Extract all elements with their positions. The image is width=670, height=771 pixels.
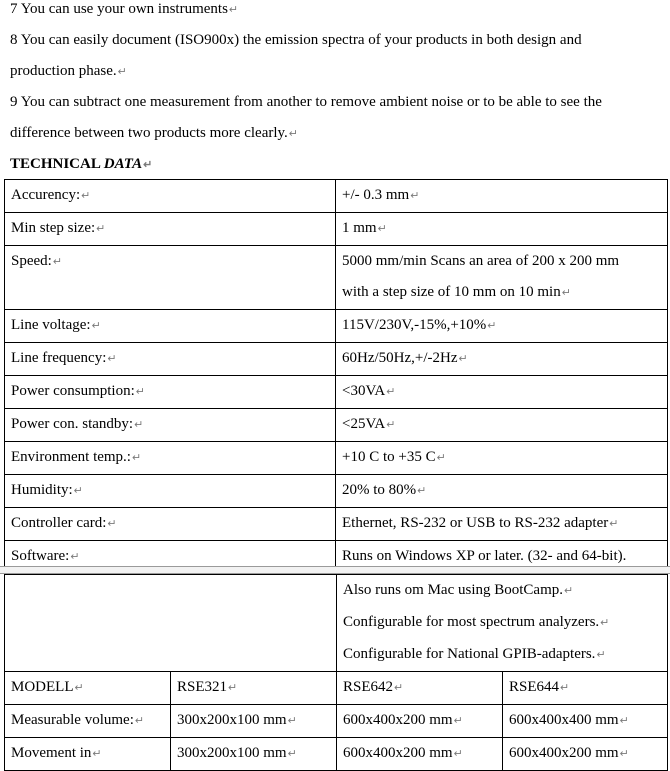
spec-value-cell xyxy=(336,343,668,376)
paragraph-mark: ↵ xyxy=(600,617,610,629)
paragraph-mark: ↵ xyxy=(91,320,101,332)
paragraph-mark: ↵ xyxy=(436,452,446,464)
paragraph-mark: ↵ xyxy=(52,256,63,268)
spec-value: Runs on Windows XP or later. (32- and 64-bit). xyxy=(342,548,627,564)
spec-value: 20% to 80% xyxy=(342,482,417,498)
model-row xyxy=(5,738,668,771)
technical-data-table xyxy=(4,179,668,574)
model-cell xyxy=(337,705,503,738)
paragraph-item-7: 7 You can use your own instruments↵ xyxy=(10,1,239,17)
spec-label-cell xyxy=(5,409,336,442)
paragraph-mark: ↵ xyxy=(70,551,80,563)
paragraph-mark: ↵ xyxy=(107,353,117,365)
continued-text: Configurable for most spectrum analyzers. xyxy=(343,614,600,630)
paragraph-mark: ↵ xyxy=(564,585,574,597)
spec-value: with a step size of 10 mm on 10 min xyxy=(342,284,561,300)
spec-label-cell xyxy=(5,213,336,246)
paragraph-mark: ↵ xyxy=(560,682,570,694)
spec-label-cell xyxy=(5,180,336,213)
model-cell xyxy=(5,738,171,771)
spec-value: 1 mm xyxy=(342,220,377,236)
spec-label: Line frequency: xyxy=(11,350,107,366)
spec-label: Software: xyxy=(11,548,70,564)
spec-value-line xyxy=(342,343,661,375)
spec-value-line xyxy=(342,475,661,507)
paragraph-mark: ↵ xyxy=(134,715,145,727)
model-header-cell-text: RSE644 xyxy=(509,679,560,695)
spec-label: Line voltage: xyxy=(11,317,91,333)
paragraph-mark: ↵ xyxy=(386,386,396,398)
model-header-cell-text: RSE321 xyxy=(177,679,228,695)
spec-value: <25VA xyxy=(342,416,386,432)
model-header-cell xyxy=(337,672,503,705)
spec-label-cell xyxy=(5,442,336,475)
continued-row xyxy=(5,575,668,672)
spec-value-cell xyxy=(336,376,668,409)
paragraph-item-9: 9 You can subtract one measurement from another to remove ambient noise or to be able to see the xyxy=(10,94,602,110)
paragraph-mark: ↵ xyxy=(74,682,84,694)
paragraph-mark: ↵ xyxy=(417,485,427,497)
paragraph-mark: ↵ xyxy=(81,190,91,202)
model-header-cell xyxy=(5,672,171,705)
model-cell-text: Movement in xyxy=(11,745,92,761)
paragraph-mark: ↵ xyxy=(96,223,106,235)
paragraph-mark: ↵ xyxy=(131,452,142,464)
spec-value: +/- 0.3 mm xyxy=(342,187,410,203)
continued-text: Configurable for National GPIB-adapters. xyxy=(343,646,596,662)
model-header-cell-text: RSE642 xyxy=(343,679,394,695)
spec-label-cell xyxy=(5,508,336,541)
continued-line xyxy=(343,639,661,671)
spec-label: Accurency: xyxy=(11,187,81,203)
spec-label: Min step size: xyxy=(11,220,96,236)
spec-value-line xyxy=(342,246,661,277)
spec-value-cell xyxy=(336,246,668,310)
model-cell xyxy=(337,738,503,771)
spec-label: Power con. standby: xyxy=(11,416,134,432)
paragraph-mark: ↵ xyxy=(107,518,117,530)
spec-row xyxy=(5,409,668,442)
page-break-separator xyxy=(0,566,670,574)
paragraph-mark: ↵ xyxy=(453,715,463,727)
spec-label-cell xyxy=(5,246,336,310)
paragraph-mark: ↵ xyxy=(287,748,297,760)
spec-row xyxy=(5,180,668,213)
section-heading: TECHNICAL DATA↵ xyxy=(10,156,153,172)
continued-line xyxy=(343,607,661,639)
spec-value-line xyxy=(342,376,661,408)
model-header-row xyxy=(5,672,668,705)
software-continued-cell xyxy=(337,575,668,672)
spec-label: Power consumption: xyxy=(11,383,135,399)
spec-value-cell xyxy=(336,475,668,508)
spec-label-cell xyxy=(5,343,336,376)
continued-text: Also runs om Mac using BootCamp. xyxy=(343,582,563,598)
empty-cell xyxy=(5,575,337,672)
model-header-cell xyxy=(171,672,337,705)
paragraph-mark: ↵ xyxy=(596,649,606,661)
spec-label: Controller card: xyxy=(11,515,107,531)
spec-value: +10 C to +35 C xyxy=(342,449,436,465)
paragraph-mark: ↵ xyxy=(134,419,144,431)
model-cell-text: 600x400x200 mm xyxy=(509,745,619,761)
paragraph-item-8-cont: production phase.↵ xyxy=(10,63,127,79)
paragraph-mark: ↵ xyxy=(458,353,468,365)
spec-row xyxy=(5,213,668,246)
model-cell xyxy=(5,705,171,738)
spec-row xyxy=(5,376,668,409)
spec-value-line xyxy=(342,508,661,540)
spec-label: Environment temp.: xyxy=(11,449,131,465)
paragraph-mark: ↵ xyxy=(410,190,420,202)
spec-label-cell xyxy=(5,310,336,343)
model-cell-text: 600x400x200 mm xyxy=(343,712,453,728)
spec-value-cell xyxy=(336,442,668,475)
paragraph-item-8: 8 You can easily document (ISO900x) the emission spectra of your products in both design and xyxy=(10,32,582,48)
spec-label-cell xyxy=(5,376,336,409)
paragraph-mark: ↵ xyxy=(453,748,463,760)
spec-label-cell xyxy=(5,475,336,508)
model-cell-text: Measurable volume: xyxy=(11,712,134,728)
paragraph-mark: ↵ xyxy=(561,287,571,299)
spec-value: 115V/230V,-15%,+10% xyxy=(342,317,487,333)
spec-value-line xyxy=(342,310,661,342)
model-table xyxy=(4,574,668,771)
continued-line xyxy=(343,575,661,607)
paragraph-mark: ↵ xyxy=(487,320,497,332)
paragraph-item-9-cont: difference between two products more clearly.↵ xyxy=(10,125,299,141)
spec-value-cell xyxy=(336,508,668,541)
model-cell-text: 300x200x100 mm xyxy=(177,745,287,761)
spec-row xyxy=(5,310,668,343)
spec-value-cell xyxy=(336,409,668,442)
spec-value-line xyxy=(342,277,661,309)
model-row xyxy=(5,705,668,738)
model-cell-text: 600x400x200 mm xyxy=(343,745,453,761)
paragraph-mark: ↵ xyxy=(377,223,387,235)
paragraph-mark: ↵ xyxy=(73,485,83,497)
spec-value-cell xyxy=(336,310,668,343)
paragraph-mark: ↵ xyxy=(619,748,629,760)
spec-row xyxy=(5,343,668,376)
spec-value-line xyxy=(342,213,661,245)
spec-value-line xyxy=(342,409,661,441)
paragraph-mark: ↵ xyxy=(287,715,297,727)
spec-value: 5000 mm/min Scans an area of 200 x 200 mm xyxy=(342,253,620,269)
spec-value: Ethernet, RS-232 or USB to RS-232 adapter xyxy=(342,515,609,531)
paragraph-mark: ↵ xyxy=(228,682,238,694)
spec-value-cell xyxy=(336,213,668,246)
paragraph-mark: ↵ xyxy=(386,419,396,431)
model-cell xyxy=(503,705,668,738)
spec-row xyxy=(5,246,668,310)
spec-value: 60Hz/50Hz,+/-2Hz xyxy=(342,350,458,366)
model-cell-text: 300x200x100 mm xyxy=(177,712,287,728)
spec-value-line xyxy=(342,442,661,474)
paragraph-mark: ↵ xyxy=(609,518,619,530)
model-header-cell-text: MODELL xyxy=(11,679,74,695)
spec-label: Speed: xyxy=(11,253,52,269)
paragraph-mark: ↵ xyxy=(394,682,404,694)
spec-value-line xyxy=(342,180,661,212)
spec-row xyxy=(5,442,668,475)
paragraph-mark: ↵ xyxy=(619,715,629,727)
spec-row xyxy=(5,475,668,508)
spec-value-cell xyxy=(336,180,668,213)
paragraph-mark: ↵ xyxy=(92,748,102,760)
spec-label: Humidity: xyxy=(11,482,73,498)
model-header-cell xyxy=(503,672,668,705)
paragraph-mark: ↵ xyxy=(135,386,145,398)
model-cell xyxy=(171,738,337,771)
model-cell-text: 600x400x400 mm xyxy=(509,712,619,728)
model-cell xyxy=(171,705,337,738)
model-cell xyxy=(503,738,668,771)
spec-value: <30VA xyxy=(342,383,386,399)
spec-row xyxy=(5,508,668,541)
